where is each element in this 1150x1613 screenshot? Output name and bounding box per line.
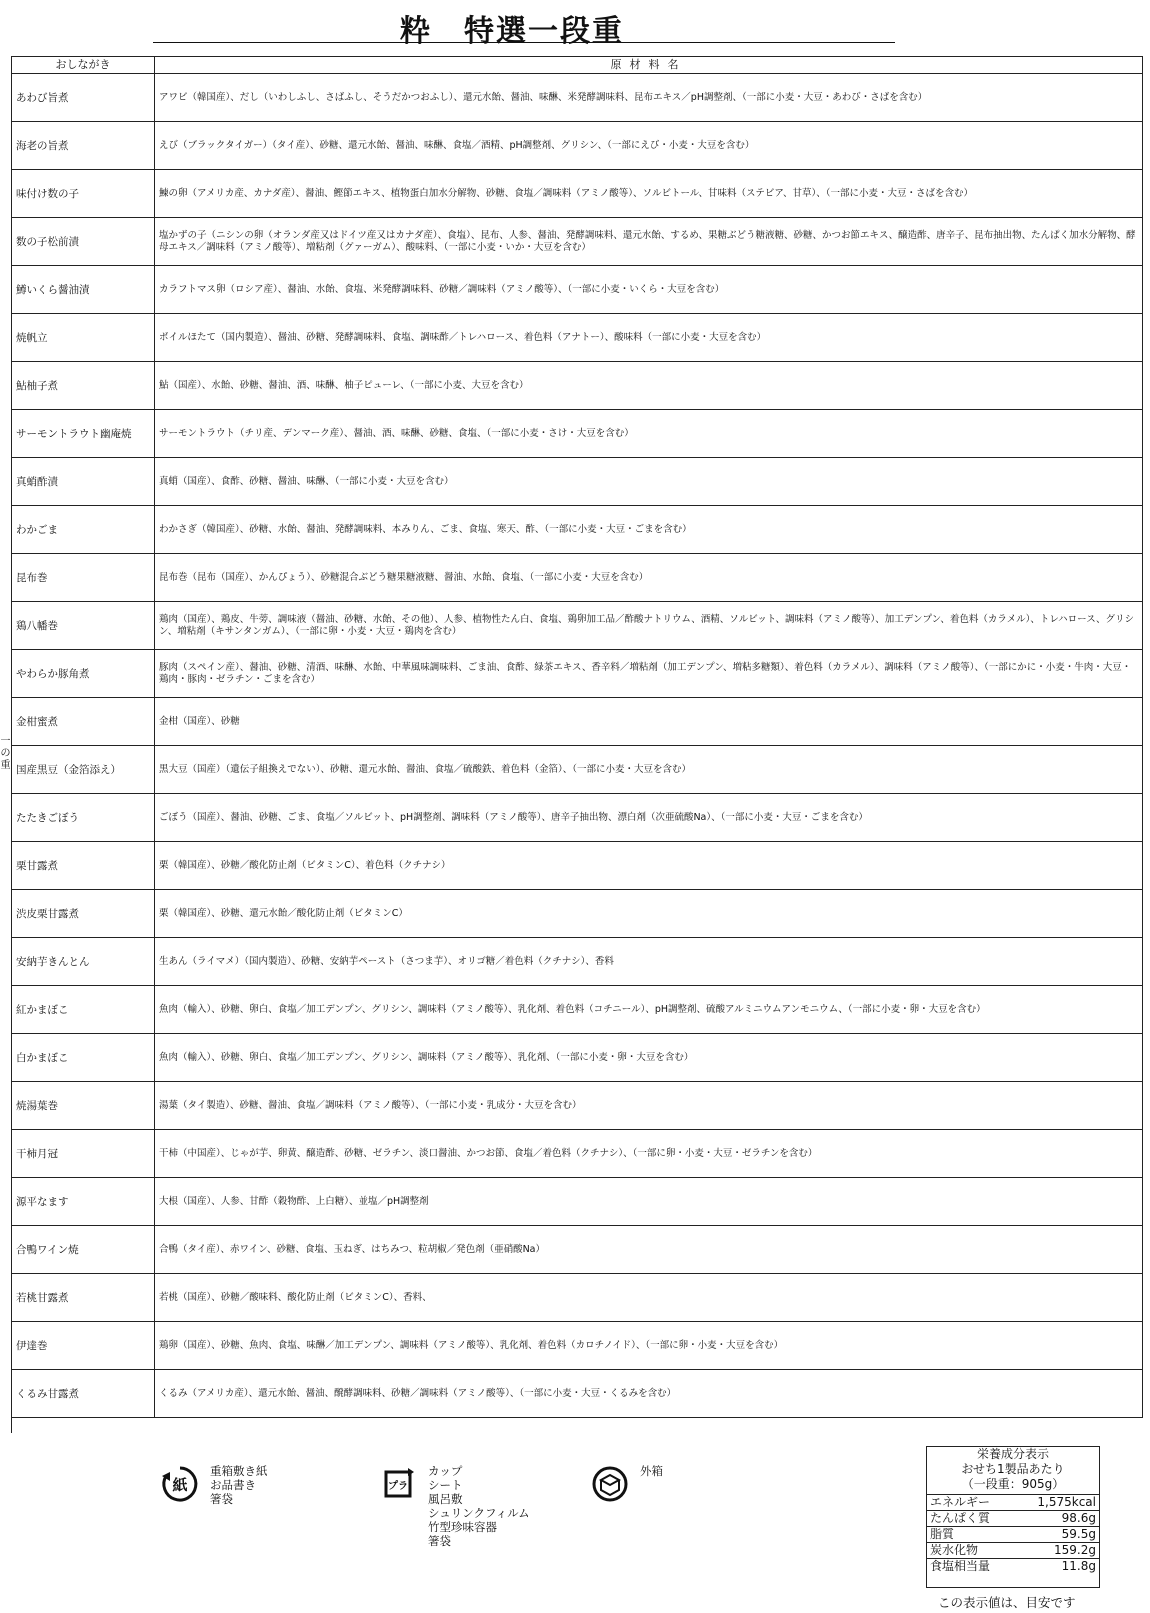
menu-item-ingredients: 大根（国産）、人参、甘酢（穀物酢、上白糖）、並塩／pH調整剤: [155, 1178, 1143, 1226]
menu-item-name: 焼湯葉巻: [12, 1082, 155, 1130]
nutrition-value: 159.2g: [1054, 1543, 1096, 1557]
paper-recycle-icon: [160, 1464, 200, 1504]
menu-item-ingredients: サーモントラウト（チリ産、デンマーク産）、醤油、酒、味醂、砂糖、食塩、（一部に小麦・さけ・大豆を含む）: [155, 410, 1143, 458]
menu-item-name: 白かまぼこ: [12, 1034, 155, 1082]
menu-item-ingredients: ボイルほたて（国内製造）、醤油、砂糖、発酵調味料、食塩、調味酢／トレハロース、着色料（アナトー）、酸味料（一部に小麦・大豆を含む）: [155, 314, 1143, 362]
paper-recycle-block: [160, 1464, 268, 1506]
table-row: [12, 122, 1143, 170]
table-row: [12, 506, 1143, 554]
table-row: [12, 218, 1143, 266]
table-row: [12, 410, 1143, 458]
menu-item-ingredients: くるみ（アメリカ産）、還元水飴、醤油、醗酵調味料、砂糖／調味料（アミノ酸等）、（一部に小麦・大豆・くるみを含む）: [155, 1370, 1143, 1418]
nutrition-label: 炭水化物: [930, 1543, 979, 1557]
nutrition-rows: [927, 1495, 1099, 1574]
table-row: [12, 458, 1143, 506]
nutrition-portion: （一段重：905g）: [927, 1477, 1099, 1495]
menu-item-name: 栗甘露煮: [12, 842, 155, 890]
menu-item-name: 伊達巻: [12, 1322, 155, 1370]
nutrition-row: [927, 1511, 1099, 1527]
nutrition-value: 11.8g: [1061, 1559, 1096, 1573]
cardboard-recycle-items: [640, 1464, 663, 1478]
menu-item-ingredients: 豚肉（スペイン産）、醤油、砂糖、清酒、味醂、水飴、中華風味調味料、ごま油、食酢、緑茶エキス、香辛料／増粘剤（加工デンプン、増粘多糖類）、着色料（カラメル）、調味料（アミノ酸等）、（一部にかに・小麦・牛肉・大豆・鶏肉・豚肉・ゼラチン・ごまを含む）: [155, 650, 1143, 698]
plastic-recycle-items: [428, 1464, 530, 1548]
nutrition-value: 1,575kcal: [1037, 1495, 1096, 1509]
menu-item-name: 安納芋きんとん: [12, 938, 155, 986]
menu-item-name: 焼帆立: [12, 314, 155, 362]
menu-item-ingredients: 若桃（国産）、砂糖／酸味料、酸化防止剤（ビタミンC）、香料、: [155, 1274, 1143, 1322]
menu-item-name: くるみ甘露煮: [12, 1370, 155, 1418]
title-underline: [153, 42, 895, 43]
menu-item-name: 鮎柚子煮: [12, 362, 155, 410]
menu-item-name: あわび旨煮: [12, 74, 155, 122]
nutrition-label: エネルギー: [930, 1495, 991, 1509]
menu-item-ingredients: 湯葉（タイ製造）、砂糖、醤油、食塩／調味料（アミノ酸等）、（一部に小麦・乳成分・大豆を含む）: [155, 1082, 1143, 1130]
table-row: [12, 746, 1143, 794]
menu-item-ingredients: わかさぎ（韓国産）、砂糖、水飴、醤油、発酵調味料、本みりん、ごま、食塩、寒天、酢、（一部に小麦・大豆・ごまを含む）: [155, 506, 1143, 554]
menu-item-ingredients: 鮎（国産）、水飴、砂糖、醤油、酒、味醂、柚子ピューレ、（一部に小麦、大豆を含む）: [155, 362, 1143, 410]
menu-item-ingredients: 栗（韓国産）、砂糖、還元水飴／酸化防止剤（ビタミンC）: [155, 890, 1143, 938]
recycle-item: 風呂敷: [428, 1492, 463, 1506]
menu-item-name: 合鴨ワイン焼: [12, 1226, 155, 1274]
menu-item-ingredients: 昆布巻（昆布（国産）、かんぴょう）、砂糖混合ぶどう糖果糖液糖、醤油、水飴、食塩、（一部に小麦・大豆を含む）: [155, 554, 1143, 602]
table-row: [12, 1082, 1143, 1130]
menu-item-name: 昆布巻: [12, 554, 155, 602]
menu-item-name: 鶏八幡巻: [12, 602, 155, 650]
menu-item-ingredients: 鰊の卵（アメリカ産、カナダ産）、醤油、鰹節エキス、植物蛋白加水分解物、砂糖、食塩／調味料（アミノ酸等）、ソルビトール、甘味料（ステビア、甘草）、（一部に小麦・大豆・さばを含む）: [155, 170, 1143, 218]
menu-item-ingredients: 真蛸（国産）、食酢、砂糖、醤油、味醂、（一部に小麦・大豆を含む）: [155, 458, 1143, 506]
menu-item-ingredients: えび（ブラックタイガー）（タイ産）、砂糖、還元水飴、醤油、味醂、食塩／酒精、pH調整剤、グリシン、（一部にえび・小麦・大豆を含む）: [155, 122, 1143, 170]
menu-item-name: 国産黒豆（金箔添え）: [12, 746, 155, 794]
table-header-row: [12, 57, 1143, 74]
nutrition-label: たんぱく質: [930, 1511, 991, 1525]
table-row: [12, 1130, 1143, 1178]
table-row: [12, 170, 1143, 218]
table-row: [12, 890, 1143, 938]
menu-item-name: 源平なます: [12, 1178, 155, 1226]
cardboard-recycle-block: [590, 1464, 663, 1504]
menu-item-ingredients: 塩かずの子（ニシンの卵（オランダ産又はドイツ産又はカナダ産）、食塩）、昆布、人参、醤油、発酵調味料、還元水飴、するめ、果糖ぶどう糖液糖、砂糖、かつお節エキス、醸造酢、唐辛子、昆布抽出物、たんぱく加水分解物、酵母エキス／調味料（アミノ酸等）、増粘剤（グァーガム）、酸味料、（一部に小麦・いか・大豆を含む）: [155, 218, 1143, 266]
nutrition-value: 59.5g: [1061, 1527, 1096, 1541]
nutrition-row: [927, 1495, 1099, 1511]
recycle-item: 重箱敷き紙: [210, 1464, 268, 1478]
nutrition-basis: おせち1製品あたり: [961, 1462, 1065, 1476]
nutrition-label: 脂質: [930, 1527, 955, 1541]
table-row: [12, 314, 1143, 362]
table-row: [12, 1274, 1143, 1322]
menu-item-ingredients: 魚肉（輸入）、砂糖、卵白、食塩／加工デンプン、グリシン、調味料（アミノ酸等）、乳化剤、（一部に小麦・卵・大豆を含む）: [155, 1034, 1143, 1082]
recycle-item: シュリンクフィルム: [428, 1506, 530, 1520]
menu-item-name: 金柑蜜煮: [12, 698, 155, 746]
ingredients-table: [11, 56, 1143, 1418]
table-row: [12, 938, 1143, 986]
menu-item-ingredients: 合鴨（タイ産）、赤ワイン、砂糖、食塩、玉ねぎ、はちみつ、粒胡椒／発色剤（亜硝酸Na）: [155, 1226, 1143, 1274]
plastic-mark: プラ: [388, 1481, 408, 1492]
nutrition-facts-box: [926, 1446, 1100, 1588]
table-row: [12, 650, 1143, 698]
menu-item-ingredients: 黒大豆（国産）（遺伝子組換えでない）、砂糖、還元水飴、醤油、食塩／硫酸鉄、着色料（金箔）、（一部に小麦・大豆を含む）: [155, 746, 1143, 794]
page-title: 粋 特選一段重: [400, 14, 624, 49]
menu-item-name: 干柿月冠: [12, 1130, 155, 1178]
recycle-item: シート: [428, 1478, 463, 1492]
menu-item-ingredients: 鶏卵（国産）、砂糖、魚肉、食塩、味醂／加工デンプン、調味料（アミノ酸等）、乳化剤、着色料（カロチノイド）、（一部に卵・小麦・大豆を含む）: [155, 1322, 1143, 1370]
menu-item-name: たたきごぼう: [12, 794, 155, 842]
recycle-item: 箸袋: [428, 1534, 451, 1548]
table-row: [12, 794, 1143, 842]
recycle-item: 竹型珍味容器: [428, 1520, 497, 1534]
menu-item-ingredients: 魚肉（輸入）、砂糖、卵白、食塩／加工デンプン、グリシン、調味料（アミノ酸等）、乳化剤、着色料（コチニール）、pH調整剤、硫酸アルミニウムアンモニウム、（一部に小麦・卵・大豆を含む）: [155, 986, 1143, 1034]
menu-item-name: 渋皮栗甘露煮: [12, 890, 155, 938]
table-row: [12, 266, 1143, 314]
menu-item-name: やわらか豚角煮: [12, 650, 155, 698]
menu-item-name: サーモントラウト幽庵焼: [12, 410, 155, 458]
table-row: [12, 362, 1143, 410]
paper-mark: 紙: [172, 1476, 188, 1494]
nutrition-row: [927, 1527, 1099, 1543]
menu-item-ingredients: 生あん（ライマメ）（国内製造）、砂糖、安納芋ペースト（さつま芋）、オリゴ糖／着色料（クチナシ）、香料: [155, 938, 1143, 986]
nutrition-note: この表示値は、目安です: [938, 1595, 1076, 1610]
ingredients-column-header: 原材料名: [155, 57, 1143, 74]
menu-item-ingredients: 干柿（中国産）、じゃが芋、卵黄、醸造酢、砂糖、ゼラチン、淡口醤油、かつお節、食塩／着色料（クチナシ）、（一部に卵・小麦・大豆・ゼラチンを含む）: [155, 1130, 1143, 1178]
recycle-item: 外箱: [640, 1464, 663, 1478]
recycle-item: カップ: [428, 1464, 463, 1478]
table-row: [12, 1322, 1143, 1370]
nutrition-value: 98.6g: [1061, 1511, 1096, 1525]
menu-item-ingredients: 鶏肉（国産）、鶏皮、牛蒡、調味液（醤油、砂糖、水飴、その他）、人参、植物性たん白、食塩、鶏卵加工品／酢酸ナトリウム、酒精、ソルビット、調味料（アミノ酸等）、加工デンプン、着色料（カラメル）、トレハロース、グリシン、増粘剤（キサンタンガム）、（一部に卵・小麦・大豆・鶏肉を含む）: [155, 602, 1143, 650]
table-row: [12, 986, 1143, 1034]
recycle-item: 箸袋: [210, 1492, 233, 1506]
table-row: [12, 1370, 1143, 1418]
cardboard-recycle-icon: [590, 1464, 630, 1504]
nutrition-row: [927, 1543, 1099, 1559]
table-row: [12, 602, 1143, 650]
menu-item-ingredients: 金柑（国産）、砂糖: [155, 698, 1143, 746]
table-row: [12, 1226, 1143, 1274]
menu-item-name: 数の子松前漬: [12, 218, 155, 266]
menu-item-ingredients: カラフトマス卵（ロシア産）、醤油、水飴、食塩、米発酵調味料、砂糖／調味料（アミノ酸等）、（一部に小麦・いくら・大豆を含む）: [155, 266, 1143, 314]
menu-item-ingredients: ごぼう（国産）、醤油、砂糖、ごま、食塩／ソルビット、pH調整剤、調味料（アミノ酸等）、唐辛子抽出物、漂白剤（次亜硫酸Na）、（一部に小麦・大豆・ごまを含む）: [155, 794, 1143, 842]
menu-item-name: 味付け数の子: [12, 170, 155, 218]
menu-item-ingredients: 栗（韓国産）、砂糖／酸化防止剤（ビタミンC）、着色料（クチナシ）: [155, 842, 1143, 890]
menu-item-ingredients: アワビ（韓国産）、だし（いわしふし、さばふし、そうだかつおふし）、還元水飴、醤油、味醂、米発酵調味料、昆布エキス／pH調整剤、（一部に小麦・大豆・あわび・さばを含む）: [155, 74, 1143, 122]
menu-item-name: 紅かまぼこ: [12, 986, 155, 1034]
recycle-item: お品書き: [210, 1478, 256, 1492]
menu-item-name: 真蛸酢漬: [12, 458, 155, 506]
nutrition-row: [927, 1559, 1099, 1574]
table-row: [12, 698, 1143, 746]
plastic-recycle-icon: [378, 1464, 418, 1504]
menu-item-name: 若桃甘露煮: [12, 1274, 155, 1322]
table-row: [12, 1178, 1143, 1226]
menu-column-header: おしながき: [12, 57, 155, 74]
table-row: [12, 842, 1143, 890]
nutrition-label: 食塩相当量: [930, 1559, 991, 1573]
table-row: [12, 554, 1143, 602]
table-row: [12, 74, 1143, 122]
tier-label: 一の重: [0, 736, 11, 771]
menu-item-name: わかごま: [12, 506, 155, 554]
table-row: [12, 1034, 1143, 1082]
menu-item-name: 鱒いくら醤油漬: [12, 266, 155, 314]
paper-recycle-items: [210, 1464, 268, 1506]
menu-item-name: 海老の旨煮: [12, 122, 155, 170]
nutrition-title: 栄養成分表示: [976, 1447, 1049, 1461]
plastic-recycle-block: [378, 1464, 530, 1548]
